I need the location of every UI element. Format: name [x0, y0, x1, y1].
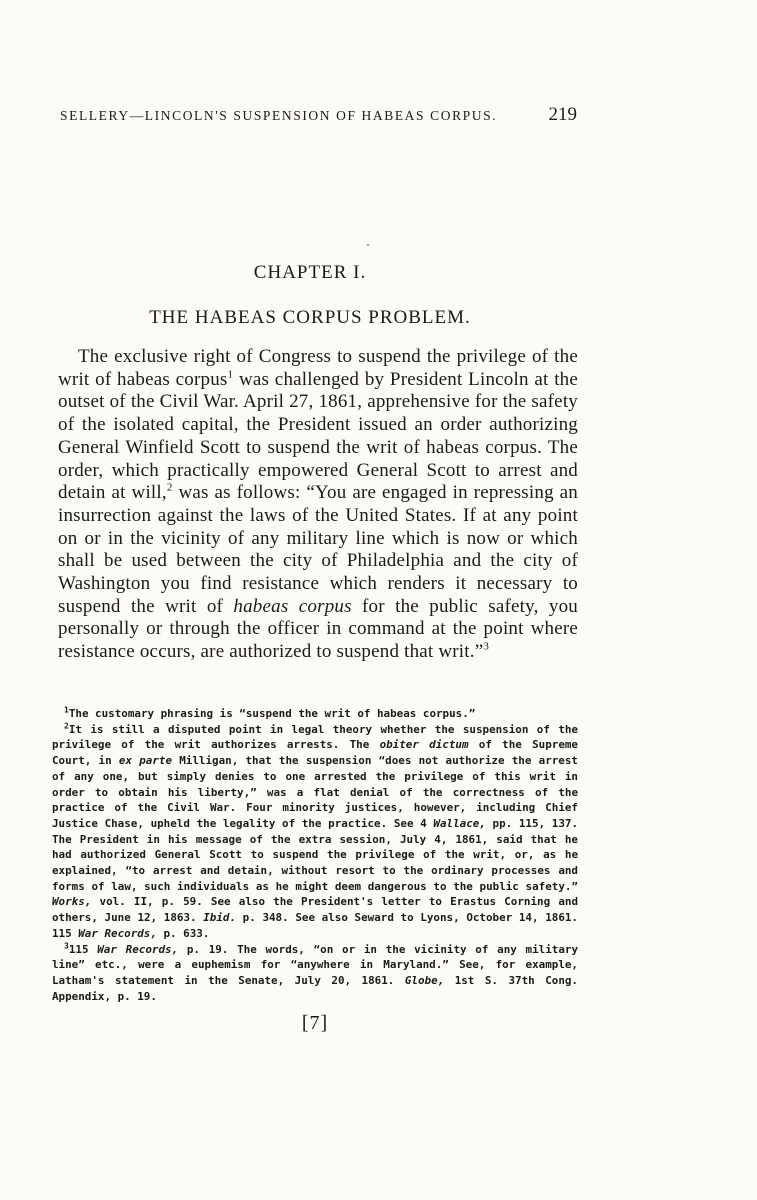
folio-number: [7]: [301, 1012, 329, 1034]
footnote-text: The customary phrasing is “suspend the writ of habeas corpus.”: [68, 707, 476, 720]
footnote-text: It is still a disputed point in legal theory whether the suspension of the privilege of the writ authorizes arrests. The: [52, 722, 578, 752]
footnote-3: [52, 942, 578, 1005]
footnote-text: vol. II, p. 59. See also the President's letter to Erastus Corning and others, June 12, 1863.: [52, 895, 578, 925]
footnote-1: [52, 706, 578, 722]
footnote-text: p. 19. The words, “on or in the vicinity of any military line” etc., were a euphemism for “anywhere in Maryland.” See, for example, Latham's statement in the Senate, July 20, 1861.: [52, 942, 579, 987]
footnote-reference-1: 1: [227, 368, 234, 381]
paper-speck: [367, 244, 369, 246]
body-paragraph: [58, 346, 578, 664]
footnote-italic: Wallace,: [433, 816, 486, 830]
footnote-mark: 1: [64, 705, 69, 715]
page-number: 219: [548, 104, 577, 125]
footnote-italic: War Records,: [78, 926, 157, 940]
footnote-text: 115: [68, 942, 98, 956]
footnote-italic: War Records,: [97, 942, 179, 956]
footnote-italic: obiter dictum: [379, 738, 469, 752]
italic-term: habeas corpus: [233, 595, 352, 617]
footnote-text: pp. 115, 137. The President in his message of the extra session, July 4, 1861, said that he had authorized General Scott to suspend the privilege of the writ, or, as he explained, “to arrest and detain, without resort to the ordinary processes and forms of law, such individuals as he might deem dangerous to the public safety.”: [52, 816, 579, 893]
footnote-italic: ex parte: [118, 754, 173, 768]
footnote-italic: Globe,: [404, 973, 445, 987]
footnote-italic: Ibid.: [203, 911, 237, 925]
footnote-text: Milligan, that the suspension “does not authorize the arrest of any one, but simply denies to one arrested the privilege of this writ in order to obtain his liberty,” was a flat denial of the correctness of the practice of the Civil War. Four minority justices, however, including Chief Justice Chase, upheld the legality of the practice. See 4: [52, 754, 578, 830]
footnote-text: p. 633.: [156, 926, 210, 940]
footnotes: [52, 706, 578, 1004]
footnote-reference-3: 3: [483, 640, 490, 653]
footnote-text: of the Supreme Court, in: [52, 738, 578, 768]
body-text-segment: was challenged by President Lincoln at the outset of the Civil War. April 27, 1861, apprehensive for the safety of the isolated capital, the President issued an order authorizing General Winfield Scott to suspend the writ of habeas corpus. The order, which practically empowered General Scott to arrest and detain at will,: [58, 368, 579, 504]
footnote-reference-2: 2: [166, 481, 173, 494]
body-text-segment: The exclusive right of Congress to suspend the privilege of the writ of habeas corpus: [58, 346, 578, 390]
footnote-mark: 2: [64, 721, 69, 731]
chapter-number: CHAPTER I.: [253, 262, 367, 283]
chapter-title: THE HABEAS CORPUS PROBLEM.: [149, 307, 471, 328]
paragraph: [58, 346, 578, 664]
body-text-segment: was as follows: “You are engaged in repressing an insurrection against the laws of the United States. If at any point on or in the vicinity of any military line which is now or which shall be used between the city of Philadelphia and the city of Washington you find resistance which renders it necessary to suspend the writ of: [58, 482, 578, 617]
footnote-text: p. 348. See also Seward to Lyons, October 14, 1861. 115: [52, 911, 578, 940]
body-text-segment: for the public safety, you personally or through the officer in command at the point where resistance occurs, are authorized to suspend that writ.”: [58, 595, 578, 663]
footnote-mark: 3: [64, 940, 69, 950]
running-head: SELLERY—LINCOLN'S SUSPENSION OF HABEAS CORPUS.: [60, 108, 498, 123]
footnote-2: [52, 722, 578, 942]
footnote-text: 1st S. 37th Cong. Appendix, p. 19.: [52, 973, 578, 1003]
footnote-italic: Works,: [52, 895, 92, 909]
